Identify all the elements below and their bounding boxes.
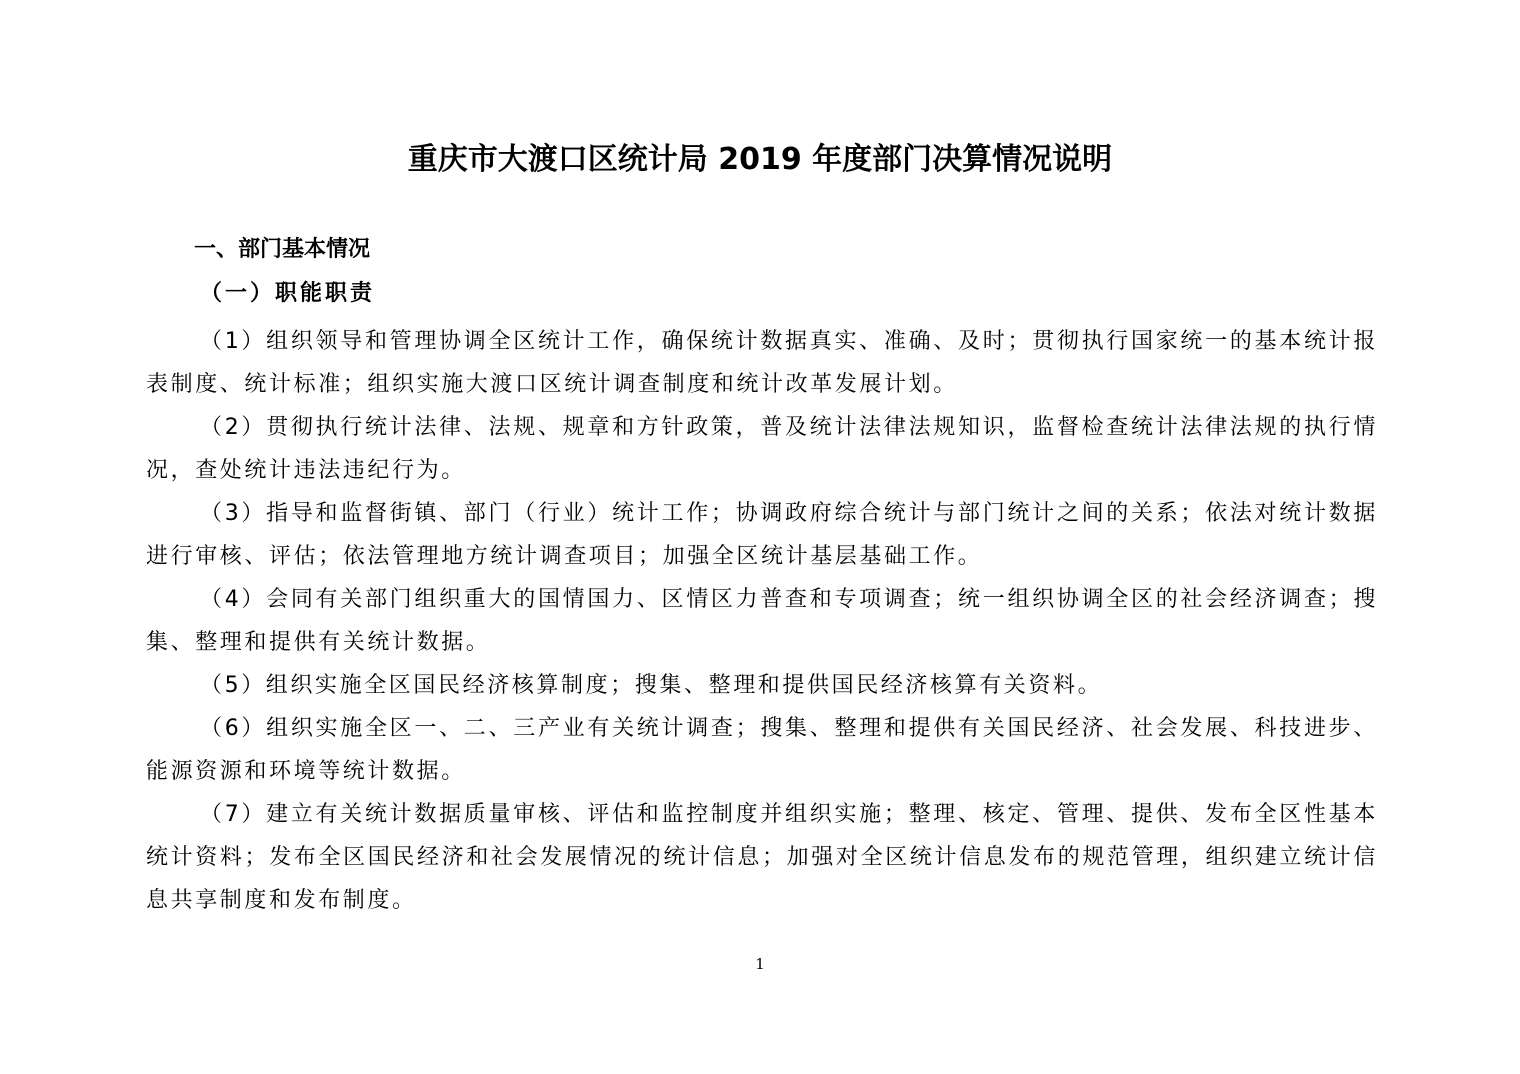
page-number: 1 — [755, 955, 765, 973]
paragraph-7: （7）建立有关统计数据质量审核、评估和监控制度并组织实施；整理、核定、管理、提供、发布全区性基本统计资料；发布全区国民经济和社会发展情况的统计信息；加强对全区统计信息发布的规范管理，组织建立统计信息共享制度和发布制度。 — [146, 802, 1378, 913]
sub-heading: （一）职能职责 — [200, 281, 376, 306]
paragraph-4: （4）会同有关部门组织重大的国情国力、区情区力普查和专项调查；统一组织协调全区的社会经济调查；搜集、整理和提供有关统计数据。 — [146, 587, 1378, 655]
document-body — [146, 320, 1378, 922]
paragraph-2: （2）贯彻执行统计法律、法规、规章和方针政策，普及统计法律法规知识，监督检查统计法律法规的执行情况，查处统计违法违纪行为。 — [146, 415, 1378, 483]
page-title: 重庆市大渡口区统计局 2019 年度部门决算情况说明 — [407, 142, 1113, 177]
section-heading: 一、部门基本情况 — [194, 237, 371, 262]
paragraph-1: （1）组织领导和管理协调全区统计工作，确保统计数据真实、准确、及时；贯彻执行国家统一的基本统计报表制度、统计标准；组织实施大渡口区统计调查制度和统计改革发展计划。 — [146, 329, 1378, 397]
paragraph-3: （3）指导和监督街镇、部门（行业）统计工作；协调政府综合统计与部门统计之间的关系；依法对统计数据进行审核、评估；依法管理地方统计调查项目；加强全区统计基层基础工作。 — [146, 501, 1378, 569]
paragraph-5: （5）组织实施全区国民经济核算制度；搜集、整理和提供国民经济核算有关资料。 — [200, 673, 1103, 698]
paragraph-6: （6）组织实施全区一、二、三产业有关统计调查；搜集、整理和提供有关国民经济、社会发展、科技进步、能源资源和环境等统计数据。 — [146, 716, 1378, 784]
